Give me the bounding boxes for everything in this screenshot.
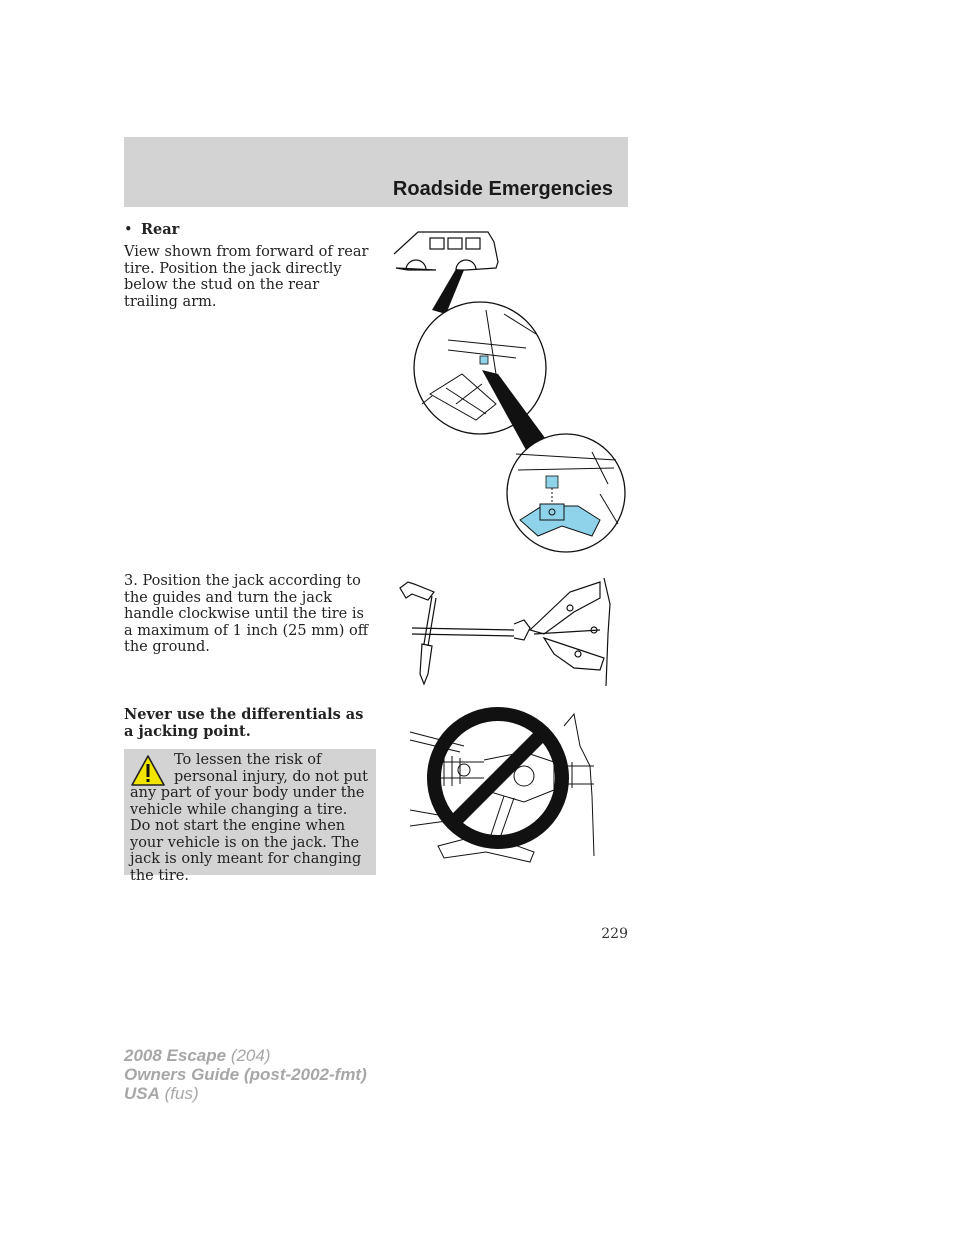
footer-line-1: 2008 Escape (204)	[124, 1046, 271, 1065]
section-title: Roadside Emergencies	[392, 178, 613, 200]
bullet-dot: •	[124, 222, 133, 238]
bullet-label: Rear	[141, 221, 180, 238]
bullet-rear	[124, 222, 179, 239]
rear-description: View shown from forward of rear tire. Position the jack directly below the stud on the rear trailing arm.	[124, 244, 369, 310]
warning-box	[124, 749, 376, 884]
warning-text-block	[130, 752, 372, 884]
footer-line-3: USA (fus)	[124, 1084, 199, 1103]
step-3-text: 3. Position the jack according to the guides and turn the jack handle clockwise until the tire is a maximum of 1 inch (25 mm) off the ground.	[124, 573, 369, 655]
jack-handle-illustration	[394, 574, 614, 692]
rear-jack-point-illustration	[386, 224, 630, 554]
no-differential-jacking-illustration	[404, 706, 624, 866]
section-header	[124, 137, 628, 207]
page-number: 229	[601, 926, 628, 942]
warning-text: To lessen the risk of personal injury, do not put any part of your body under the vehicle while changing a tire. Do not start the engine when your vehicle is on the jack. The jack is only meant for changing the tire.	[130, 752, 368, 884]
differential-warning: Never use the differentials as a jacking point.	[124, 706, 364, 740]
footer-line-2: Owners Guide (post-2002-fmt)	[124, 1065, 367, 1084]
document-footer	[124, 1046, 367, 1103]
